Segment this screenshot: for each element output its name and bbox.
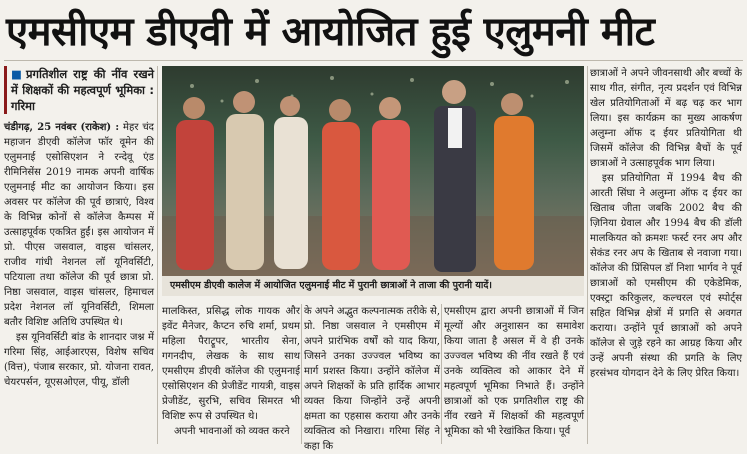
- paragraph: इस प्रतियोगिता में 1994 बैच की आरती सिंघा ने अलुम्ना ऑफ द ईयर का खिताब जीता जबकि 2002 बैच की ज़िनिया ग्रेवाल और 1994 बैच की डॉली मालकियत को क्रमशः फर्स्ट रनर अप और सेकंड रनर अप के खिताब से नवाजा गया। कॉलेज की प्रिंसिपल डॉ निशा भार्गव ने पूर्व छात्राओं को एमसीएम की एकेडेमिक, एक्स्ट्रा करिकुलर, कल्चरल एवं स्पोर्ट्स सहित विभिन्न क्षेत्रों में प्रगति से अवगत कराया। उन्होंने पूर्व छात्राओं को अपने कॉलेज से जुड़े रहने का आग्रह किया और उन्हें अपनी संस्था की प्रगति के लिए हरसंभव योगदान देने के लिए प्रेरित किया।: [590, 173, 742, 379]
- subhead: [4, 66, 154, 114]
- group-photo-illustration: [162, 66, 584, 276]
- column-rule: [587, 66, 588, 444]
- column-rule: [441, 304, 442, 444]
- dateline: चंडीगढ़, 25 नवंबर (राकेश) :: [4, 122, 120, 133]
- subhead-text: प्रगतिशील राष्ट्र की नींव रखने में शिक्षकों की महत्वपूर्ण भूमिका : गरिमा: [11, 67, 154, 113]
- column-rule: [157, 66, 158, 444]
- paragraph: मालकिस्त, प्रसिद्ध लोक गायक और इवेंट मैनेजर, कैप्टन रुचि शर्मा, प्रथम महिला पैराट्रूपर, भारतीय सेना, गगनदीप, लेखक के साथ साथ एमसीएम डीएवी कॉलेज की एलुमनाई एसोसिएशन की प्रेजीडेंट गायत्री, वाइस प्रेजीडेंट, सुरभि, सचिव सिमरत भी विशिष्ट रूप से उपस्थित थे।: [162, 306, 300, 422]
- paragraph: एमसीएम द्वारा अपनी छात्राओं में जिन मूल्यों और अनुशासन का समावेश किया जाता है असल में वे ही उनके उज्ज्वल भविष्य की नींव रखते हैं एवं उनके व्यक्तित्व को आकार देने में महत्वपूर्ण भूमिका निभाते हैं। उन्होंने छात्राओं को एक प्रगतिशील राष्ट्र की नींव रखने में शिक्षकों की महत्वपूर्ण भूमिका को भी रेखांकित किया। पूर्व: [444, 306, 584, 437]
- bullet-icon: ■: [11, 67, 24, 81]
- photo-caption: एमसीएम डीएवी कालेज में आयोजित एलुमनाई मीट में पुरानी छात्राओं ने ताजा की पुरानी यादें।: [162, 276, 584, 296]
- article-column-3: [304, 304, 440, 452]
- headline: एमसीएम डीएवी में आयोजित हुई एलुमनी मीट: [6, 9, 655, 55]
- article-column-2: [162, 304, 300, 446]
- article-column-1: [4, 66, 154, 446]
- column-rule: [301, 304, 302, 444]
- event-photo: [162, 66, 584, 276]
- headline-rule: [4, 60, 743, 61]
- article-column-4: [444, 304, 584, 446]
- paragraph: अपनी भावनाओं को व्यक्त करने: [174, 426, 290, 437]
- paragraph: के अपने अद्भुत कल्पनात्मक तरीके से, प्रो. निष्ठा जसवाल ने एमसीएम में अपने प्रारंभिक वर्षों को याद किया, जिसने उनका उज्ज्वल भविष्य का मार्ग प्रशस्त किया। उन्होंने कॉलेज में अपने शिक्षकों के प्रति हार्दिक आभार व्यक्त किया जिन्होंने उन्हें अपनी क्षमता का एहसास कराया और उनके व्यक्तित्व को निखारा। गरिमा सिंह ने कहा कि: [304, 306, 440, 452]
- article-column-5: [590, 66, 742, 446]
- lead-paragraph: [4, 120, 154, 330]
- paragraph: इस यूनिवर्सिटी बांड के शानदार जश्न में गरिमा सिंह, आईआरएस, विशेष सचिव (वित्त), पंजाब सरकार, प्रो. योजना रावत, चेयरपर्सन, यूएसओएल, पीयू, डॉली: [4, 332, 154, 388]
- paragraph-text: मेहर चंद महाजन डीएवी कॉलेज फॉर वूमेन की एलुमनाई एसोसिएशन ने रन्देवू एंड रीमिनिसेंस 2019 नामक अपनी वार्षिक एलुमनाई मीट का आयोजन किया। इस अवसर पर कॉलेज की पूर्व छात्राएं, विश्व के विभिन्न कोनों से कॉलेज कैम्पस में उत्साहपूर्वक एकत्रित हुईं। इस आयोजन में प्रो. पीएस जसवाल, वाइस चांसलर, राजीव गांधी नेशनल लॉ यूनिवर्सिटी, पटियाला तथा कॉलेज की पूर्व छात्रा प्रो. निष्ठा जसवाल, वाइस चांसलर, हिमाचल प्रदेश नेशनल लॉ यूनिवर्सिटी, शिमला बतौर विशिष्ट अतिथि उपस्थित थे।: [4, 122, 154, 328]
- paragraph: छात्राओं ने अपने जीवनसाथी और बच्चों के साथ गीत, संगीत, नृत्य प्रदर्शन एवं विभिन्न खेल प्रतियोगिताओं में बढ़ चढ़ कर भाग लिया। इस कार्यक्रम का मुख्य आकर्षण अलुम्ना ऑफ द ईयर प्रतियोगिता थी जिसमें कॉलेज की विभिन्न बैचों के पूर्व छात्राओं ने उत्साहपूर्वक भाग लिया।: [590, 68, 742, 169]
